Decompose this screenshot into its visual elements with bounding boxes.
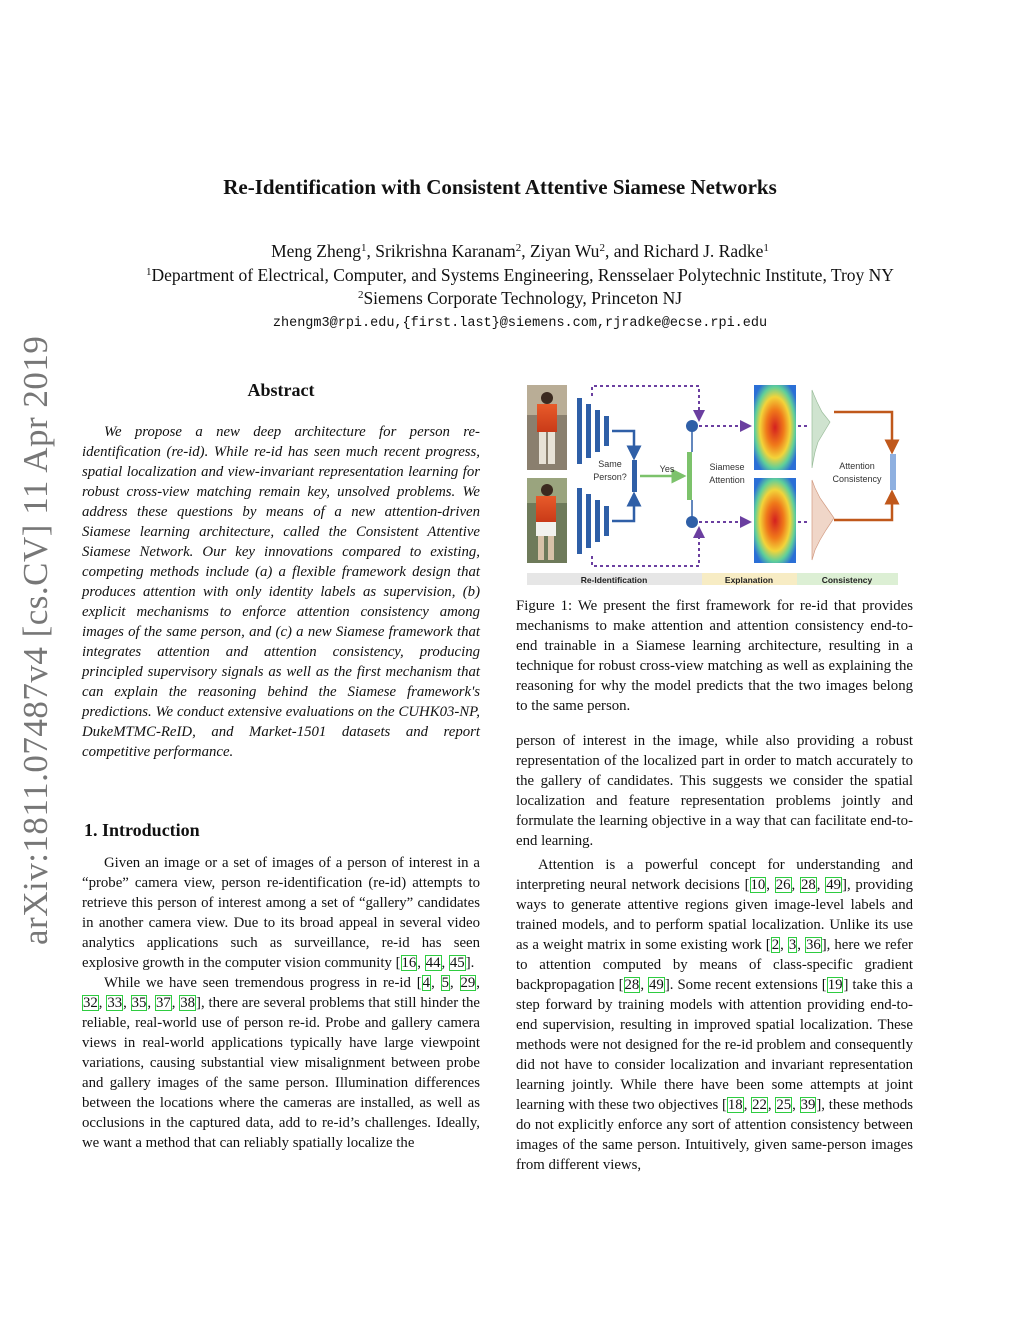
attention-histogram-top: [812, 390, 830, 468]
cnn-stack-bottom: [577, 488, 609, 554]
author-name: Richard J. Radke: [643, 241, 764, 261]
author-affiliation-mark: 2: [599, 242, 605, 254]
citation-link[interactable]: 45: [449, 955, 465, 971]
abstract-text: We propose a new deep architecture for person re-identification (re-id). While re-id has seen much recent progress, spatial localization and view-invariant representation learning for robust cross-view matching remain key, unsolved problems. We address these questions by means of a new attention-driven Siamese learning architecture, called the Consistent Attentive Siamese Network. Our key innovations compared to existing, competing methods include (a) a flexible framework design that produces attention with only identity labels as supervision, (b) explicit mechanisms to enforce attention consistency among images of the same person, and (c) a new Siamese framework that integrates attention and attention consistency, producing principled supervisory signals as well as the first mechanism that can explain the reasoning behind the Siamese framework's predictions. We conduct extensive evaluations on the CUHK03-NP, DukeMTMC-ReID, and Market-1501 datasets and report competitive performance.: [82, 424, 480, 760]
attention-histogram-bottom: [812, 480, 834, 560]
figure-1: [524, 380, 902, 590]
label-attention-consistency-1: Attention: [839, 461, 875, 471]
citation-link[interactable]: 16: [401, 955, 417, 971]
citation-link[interactable]: 29: [460, 975, 476, 991]
citation-link[interactable]: 35: [131, 995, 147, 1011]
probe-image: [527, 385, 567, 470]
affiliation-1: $^1$Department of Electrical, Computer, and Systems Engineering, Rensselaer Polytechnic Institute, Troy NY: [146, 265, 894, 285]
label-attention-consistency-2: Consistency: [832, 474, 882, 484]
label-siamese-attention-1: Siamese: [709, 462, 745, 472]
introduction-heading: 1. Introduction: [84, 820, 200, 840]
bar-label-reidentification: Re-Identification: [580, 575, 648, 585]
citation-link[interactable]: 18: [727, 1097, 743, 1113]
citation-link[interactable]: 3: [788, 937, 797, 953]
citation-link[interactable]: 28: [624, 977, 640, 993]
gallery-image: [527, 478, 567, 563]
citation-link[interactable]: 36: [805, 937, 821, 953]
abstract-heading: Abstract: [247, 380, 315, 400]
cnn-stack-top: [577, 398, 609, 464]
label-same-person-2: Person?: [593, 472, 627, 482]
label-yes: Yes: [659, 464, 675, 474]
paper-title: Re-Identification with Consistent Attentive Siamese Networks: [223, 175, 777, 199]
attention-map-top: [754, 385, 796, 470]
attention-map-bottom: [754, 478, 796, 563]
citation-link[interactable]: 28: [801, 877, 816, 893]
citation-link[interactable]: 4: [422, 975, 431, 991]
author-emails: zhengm3@rpi.edu,{first.last}@siemens.com,rjradke@ecse.rpi.edu: [272, 316, 768, 331]
bar-label-consistency: Consistency: [821, 575, 873, 585]
citation-link[interactable]: 32: [83, 995, 98, 1011]
right-paragraph-1: person of interest in the image, while also providing a robust representation of the localized part in order to match accurately to the gallery of candidates. This suggests we consider the spatial localization and feature representation problems jointly and formulate the learning objective in a way that can facilitate end-to-end learning.: [516, 733, 913, 849]
citation-link[interactable]: 22: [752, 1097, 767, 1113]
author-list: Meng Zheng$^1$, Srikrishna Karanam$^2$, Ziyan Wu$^2$, and Richard J. Radke$^1$: [271, 241, 769, 261]
author-name: Ziyan Wu: [529, 241, 600, 261]
author-affiliation-mark: 1: [763, 242, 769, 254]
citation-link[interactable]: 44: [425, 955, 441, 971]
citation-link[interactable]: 39: [800, 1097, 816, 1113]
architecture-diagram: [524, 380, 902, 590]
caption-text: Figure 1: We present the first framework for re-id that provides mechanisms to make attention and attention consistency end-to-end trainable in a Siamese learning architecture, resulting in a technique for robust cross-view matching as well as explaining the reasoning for why the model predicts that the two images belong to the same person.: [516, 598, 913, 714]
author-name: Meng Zheng: [271, 241, 362, 261]
citation-link[interactable]: 10: [750, 877, 766, 893]
citation-link[interactable]: 5: [441, 975, 449, 991]
citation-link[interactable]: 25: [776, 1097, 792, 1113]
intro-paragraph-2: While we have seen tremendous progress in re-id [4, 5, 29, 32, 33, 35, 37, 38], there are several problems that still hinder the reliable, real-world use of person re-id. Probe and gallery camera views in real-world applications typically have large viewpoint variations, causing substantial view misalignment between probe and gallery images of the same person. Illumination differences between the locations where the cameras are installed, as well as occlusions in the captured data, add to re-id’s challenges. Ideally, we want a method that can reliably spatially localize the: [82, 975, 481, 1151]
author-name: Srikrishna Karanam: [375, 241, 516, 261]
affiliation-2: $^2$Siemens Corporate Technology, Princeton NJ: [357, 288, 683, 308]
label-same-person-1: Same: [598, 459, 622, 469]
citation-link[interactable]: 26: [775, 877, 791, 893]
citation-link[interactable]: 38: [180, 995, 196, 1011]
label-siamese-attention-2: Attention: [709, 475, 745, 485]
introduction-body: [82, 853, 480, 1153]
citation-link[interactable]: 19: [827, 977, 843, 993]
author-affiliation-mark: 2: [515, 242, 522, 254]
citation-link[interactable]: 49: [826, 877, 842, 893]
citation-link[interactable]: 49: [649, 977, 664, 993]
figure-caption: [516, 596, 913, 716]
bar-label-explanation: Explanation: [724, 575, 774, 585]
citation-link[interactable]: 33: [107, 995, 123, 1011]
citation-link[interactable]: 2: [771, 937, 780, 953]
author-affiliation-mark: 1: [361, 242, 367, 254]
right-paragraph-2: Attention is a powerful concept for understanding and interpreting neural network decisions [10, 26, 28, 49], providing ways to generate attentive regions given image-level labels and trained models, and to perform spatial localization. Unlike its use as a weight matrix in some existing work [2, 3, 36], here we refer to attention computed by means of class-specific gradient backpropagation [28, 49]. Some recent extensions [19] take this a step forward by training models with attention providing end-to-end supervision, resulting in improved spatial localization. These methods were not designed for the re-id problem and consequently did not have to consider localization and invariant representation learning jointly. While there have been some attempts at joint learning with these two objectives [18, 22, 25, 39], these methods do not explicitly enforce any sort of attention consistency between images of the same person. Intuitively, given same-person images from different views,: [516, 857, 913, 1173]
abstract-body: [82, 422, 480, 762]
citation-link[interactable]: 37: [155, 995, 171, 1011]
arxiv-stamp: arXiv:1811.07487v4 [cs.CV] 11 Apr 2019: [16, 335, 55, 945]
intro-paragraph-1: Given an image or a set of images of a person of interest in a “probe” camera view, person re-identification (re-id) attempts to retrieve this person of interest among a set of “gallery” candidates in another camera view. Due to its broad appeal in several video analytics applications such as surveillance, re-id has seen explosive growth in the computer vision community [16, 44, 45].: [82, 855, 480, 971]
right-column-body: [516, 731, 913, 1175]
